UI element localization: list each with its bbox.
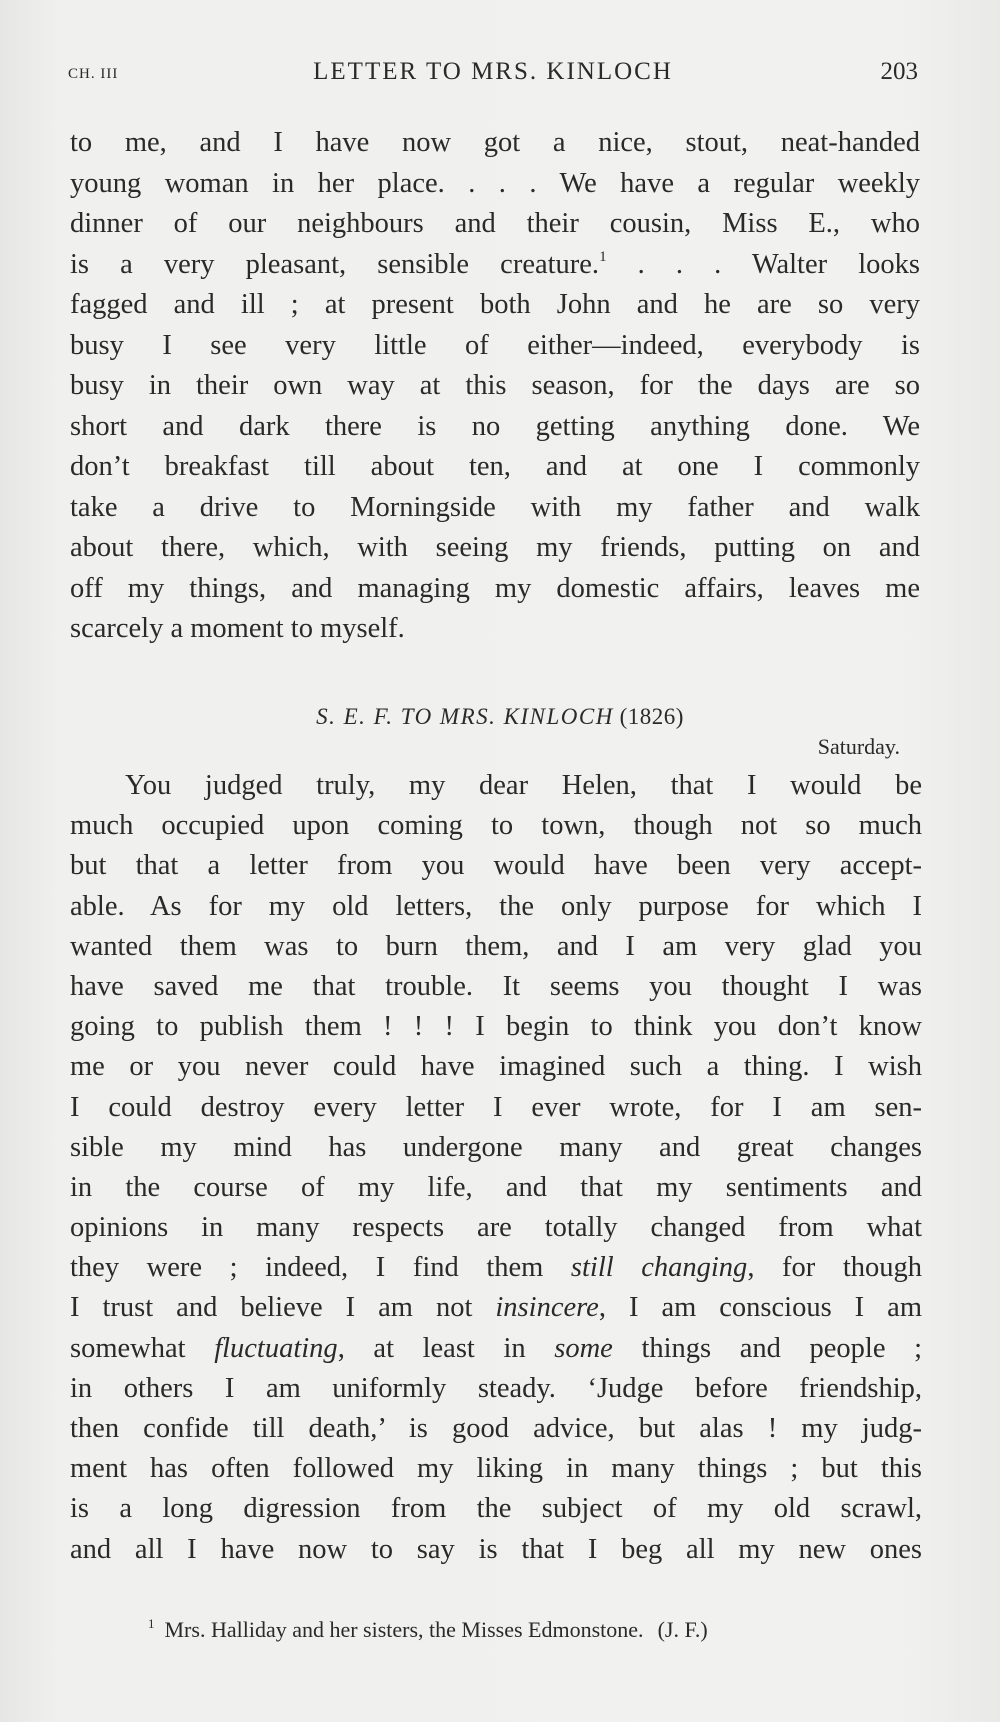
footnote-marker: 1 xyxy=(148,1616,155,1631)
letter-dateline: Saturday. xyxy=(817,734,900,759)
text-line: in the course of my life, and that my sentiments and xyxy=(70,1171,922,1203)
italic-emphasis: some xyxy=(554,1332,613,1364)
text-line: about there, which, with seeing my friends, putting on and xyxy=(70,532,920,563)
text-line: opinions in many respects are totally changed from what xyxy=(70,1212,922,1244)
text-line: busy in their own way at this season, for the days are so xyxy=(70,370,920,401)
text-run: , for though xyxy=(747,1252,922,1284)
text-line xyxy=(70,1329,922,1369)
text-line: me or you never could have imagined such a thing. I wish xyxy=(70,1051,922,1083)
text-line: and all I have now to say is that I beg all my new ones xyxy=(70,1533,922,1565)
text-line: take a drive to Morningside with my father and walk xyxy=(70,491,920,523)
page-number: 203 xyxy=(880,58,918,85)
text-line xyxy=(70,1288,922,1328)
text-line: able. As for my old letters, the only purpose for which I xyxy=(70,890,922,922)
text-line: fagged and ill ; at present both John and he are so very xyxy=(70,289,920,320)
text-run: they were ; indeed, I find them xyxy=(70,1252,571,1284)
text-line: to me, and I have now got a nice, stout, neat-handed xyxy=(70,127,920,158)
text-line: much occupied upon coming to town, though not so much xyxy=(70,810,922,842)
text-line: then confide till death,’ is good advice, but alas ! my judg- xyxy=(70,1413,922,1444)
footnote-attribution: (J. F.) xyxy=(657,1617,708,1642)
letter-heading xyxy=(0,704,1000,730)
text-line xyxy=(70,245,920,286)
text-line: short and dark there is no getting anything done. We xyxy=(70,410,920,442)
text-run: things and people ; xyxy=(612,1332,923,1364)
text-line: but that a letter from you would have been very accept- xyxy=(70,850,922,882)
text-run: somewhat xyxy=(70,1332,215,1364)
line-end: . . . Walter looks xyxy=(606,248,920,280)
text-line: don’t breakfast till about ten, and at one I commonly xyxy=(70,451,920,482)
text-line: I could destroy every letter I ever wrote, for I am sen- xyxy=(70,1091,922,1123)
text-line xyxy=(70,1248,922,1288)
footnote-reference: 1 xyxy=(599,248,607,265)
text-line: is a long digression from the subject of my old scrawl, xyxy=(70,1493,922,1525)
paragraph-2 xyxy=(70,766,922,1570)
text-line: dinner of our neighbours and their cousin, Miss E., who xyxy=(70,208,920,239)
text-line: ment has often followed my liking in many things ; but this xyxy=(70,1453,922,1485)
text-line: have saved me that trouble. It seems you thought I was xyxy=(70,970,922,1002)
chapter-number: CH. III xyxy=(68,66,119,82)
paragraph-1 xyxy=(70,123,920,650)
text-run: I trust and believe I am not xyxy=(70,1292,496,1324)
text-line: going to publish them ! ! ! I begin to think you don’t know xyxy=(70,1011,922,1043)
text-run: , I am conscious I am xyxy=(598,1292,922,1324)
footnote-text: Mrs. Halliday and her sisters, the Misses Edmonstone. xyxy=(164,1617,644,1642)
text-line: scarcely a moment to myself. xyxy=(70,613,405,644)
italic-emphasis: insincere xyxy=(495,1292,599,1324)
text-line: You judged truly, my dear Helen, that I would be xyxy=(125,770,922,801)
letter-year: (1826) xyxy=(619,704,684,729)
text-line: busy I see very little of either—indeed, everybody is xyxy=(70,329,920,361)
footnote xyxy=(148,1616,928,1643)
text-line: in others I am uniformly steady. ‘Judge before friendship, xyxy=(70,1372,922,1404)
line-start: is a very pleasant, sensible creature. xyxy=(70,248,600,280)
text-run: , at least in xyxy=(337,1332,555,1364)
italic-emphasis: still changing xyxy=(570,1252,748,1284)
text-line: sible my mind has undergone many and great changes xyxy=(70,1131,922,1163)
text-line: young woman in her place. . . . We have a regular weekly xyxy=(70,167,920,199)
running-head xyxy=(68,58,918,98)
text-line: off my things, and managing my domestic affairs, leaves me xyxy=(70,572,920,604)
text-line: wanted them was to burn them, and I am very glad you xyxy=(70,930,922,962)
running-title: LETTER TO MRS. KINLOCH xyxy=(313,58,673,85)
italic-emphasis: fluctuating xyxy=(214,1332,338,1364)
letter-recipients: S. E. F. TO MRS. KINLOCH xyxy=(316,704,614,729)
